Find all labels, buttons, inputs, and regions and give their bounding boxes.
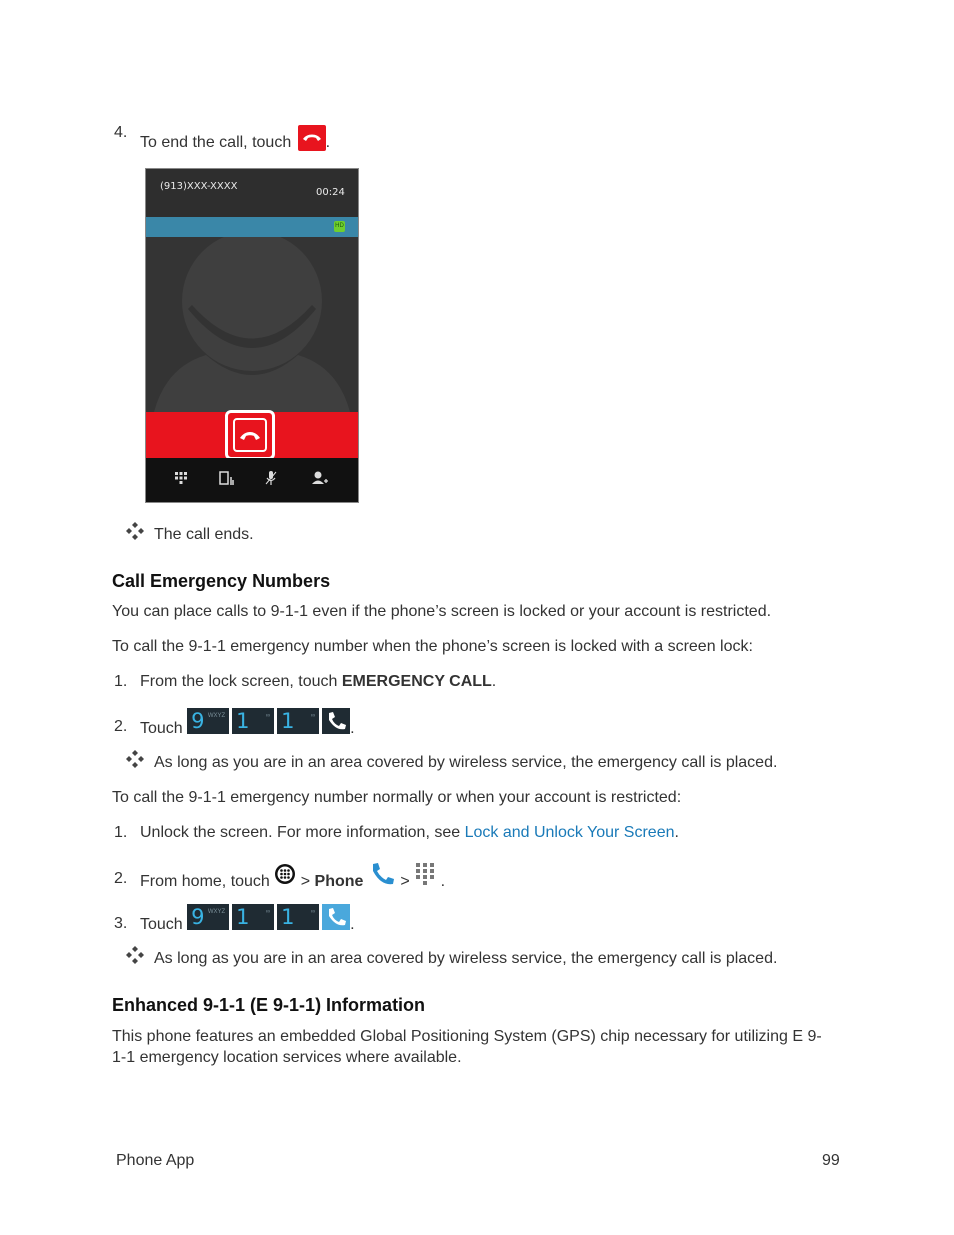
end-call-button[interactable] xyxy=(225,410,275,460)
key-1 xyxy=(277,708,319,734)
step-label: Unlock the screen. For more information, see xyxy=(140,824,465,841)
dialpad-icon xyxy=(414,861,436,887)
key-letters: ∞ xyxy=(265,712,271,719)
end-call-icon xyxy=(298,125,326,151)
key-letters: WXYZ xyxy=(207,712,226,719)
key-1 xyxy=(277,904,319,930)
dialpad-icon[interactable] xyxy=(174,471,188,485)
caller-number: (913)XXX-XXXX xyxy=(160,181,238,192)
step-label: Touch xyxy=(140,916,183,933)
step-number: 4. xyxy=(114,124,128,141)
emergency-call-label: EMERGENCY CALL xyxy=(341,673,492,690)
call-status-bar xyxy=(146,217,358,237)
separator: > xyxy=(300,873,311,890)
key-1 xyxy=(232,708,274,734)
step-number: 1. xyxy=(114,673,128,690)
call-key-icon xyxy=(322,904,350,930)
paragraph-line: This phone features an embedded Global Positioning System (GPS) chip necessary for utilizing E 9- xyxy=(112,1028,822,1045)
key-digit: 1 xyxy=(281,708,295,733)
step-number: 3. xyxy=(114,915,128,932)
call-screen-image xyxy=(145,168,359,503)
call-timer: 00:24 xyxy=(316,187,345,198)
key-digit: 9 xyxy=(191,904,205,929)
step-label: From home, touch xyxy=(140,873,270,890)
apps-icon xyxy=(274,863,296,885)
step-text: Touch 9 WXYZ 1 ∞ 1 ∞ . xyxy=(140,706,355,736)
step-number: 2. xyxy=(114,870,128,887)
period: . xyxy=(491,673,497,690)
contact-avatar-icon xyxy=(146,237,358,412)
key-letters: ∞ xyxy=(265,908,271,915)
step-text: Touch 9 WXYZ 1 ∞ 1 ∞ . xyxy=(140,902,355,932)
step-text xyxy=(140,824,679,842)
period: . xyxy=(674,824,679,841)
key-letters: WXYZ xyxy=(207,908,226,915)
diamond-bullet-icon xyxy=(125,522,145,540)
step-number: 1. xyxy=(114,824,128,841)
key-9 xyxy=(187,904,229,930)
step-number: 2. xyxy=(114,718,128,735)
key-letters: ∞ xyxy=(310,908,316,915)
result-text: As long as you are in an area covered by wireless service, the emergency call is placed. xyxy=(154,754,778,771)
step-label: From the lock screen, touch xyxy=(140,673,342,690)
key-digit: 1 xyxy=(281,904,295,929)
step-text xyxy=(140,858,445,890)
result-text: As long as you are in an area covered by wireless service, the emergency call is placed. xyxy=(154,950,778,967)
hd-badge: HD xyxy=(334,221,345,232)
paragraph-line: 1-1 emergency location services where available. xyxy=(112,1049,462,1066)
section-heading: Call Emergency Numbers xyxy=(112,571,331,591)
mute-icon[interactable] xyxy=(264,470,278,486)
footer-section-title: Phone App xyxy=(116,1152,195,1169)
add-call-icon[interactable] xyxy=(311,470,329,486)
key-digit: 9 xyxy=(191,708,205,733)
key-digit: 1 xyxy=(236,708,250,733)
separator: > xyxy=(400,873,410,890)
diamond-bullet-icon xyxy=(125,946,145,964)
key-digit: 1 xyxy=(236,904,250,929)
paragraph: You can place calls to 9-1-1 even if the phone’s screen is locked or your account is restricted. xyxy=(112,603,772,620)
period: . xyxy=(440,873,446,890)
speaker-icon[interactable] xyxy=(218,471,236,487)
page-number: 99 xyxy=(822,1152,840,1169)
section-heading: Enhanced 9-1-1 (E 9-1-1) Information xyxy=(112,995,426,1015)
diamond-bullet-icon xyxy=(125,750,145,768)
step-text: To end the call, touch . xyxy=(140,125,330,152)
step-text xyxy=(140,673,496,691)
call-key-icon xyxy=(322,708,350,734)
key-9 xyxy=(187,708,229,734)
key-letters: ∞ xyxy=(310,712,316,719)
paragraph: To call the 9-1-1 emergency number when the phone’s screen is locked with a screen lock: xyxy=(112,638,753,655)
result-text: The call ends. xyxy=(154,526,254,543)
phone-app-icon xyxy=(368,861,396,887)
phone-label: Phone xyxy=(314,873,364,890)
paragraph: To call the 9-1-1 emergency number normally or when your account is restricted: xyxy=(112,789,682,806)
step-label: To end the call, touch xyxy=(140,134,292,151)
key-1 xyxy=(232,904,274,930)
lock-unlock-link[interactable]: Lock and Unlock Your Screen xyxy=(464,824,675,841)
step-label: Touch xyxy=(140,720,183,737)
